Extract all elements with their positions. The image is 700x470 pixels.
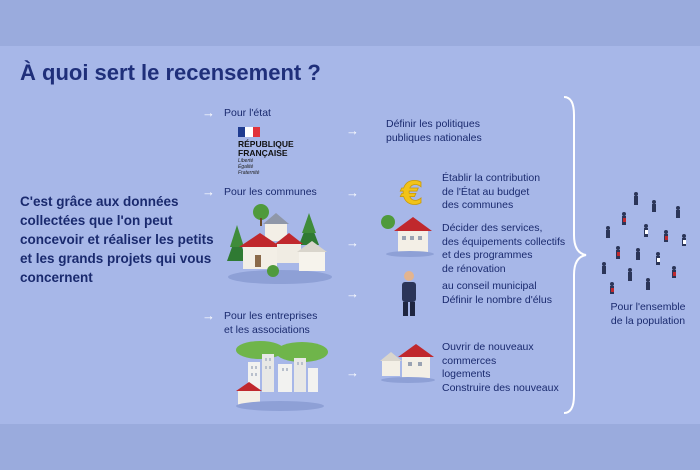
village-icon [225,203,335,285]
audience-entreprises: Pour les entreprises et les associations [224,310,318,336]
arrow-icon: → [346,185,359,200]
arrow-icon: → [346,286,359,301]
purpose-politiques: Définir les politiques publiques nationales [386,118,482,144]
bottom-band [0,424,700,470]
arrow-icon: → [202,308,215,323]
crowd-icon [596,188,692,296]
intro-text: C'est grâce aux données collectées que l'on peut concevoir et réaliser les petits et les grands projets qui vous concernent [20,194,214,285]
purpose-ouvrir: Ouvrir de nouveaux commerces logements Construire des nouveaux [442,341,559,394]
purpose-elus: au conseil municipal Définir le nombre d'élus [442,280,552,306]
republique-francaise-logo [238,127,308,176]
person-icon [398,270,420,318]
audience-communes: Pour les communes [224,186,317,198]
city-icon [230,340,330,412]
arrow-icon: → [202,184,215,199]
brace-icon [560,95,590,415]
svg-text:€: € [400,175,424,209]
logo-motto: Liberté Égalité Fraternité [238,158,260,176]
arrow-icon: → [346,235,359,250]
euro-icon [392,175,432,209]
purpose-services: Décider des services, des équipements collectifs et des programmes de rénovation [442,222,566,275]
population-label: Pour l'ensemble de la population [610,301,686,327]
arrow-icon: → [346,365,359,380]
purpose-contribution: Établir la contribution de l'État au budget des communes [442,172,541,211]
arrow-icon: → [346,123,359,138]
top-band [0,0,700,46]
house-icon [380,212,434,258]
logo-name: RÉPUBLIQUE FRANÇAISE [238,139,294,158]
audience-etat: Pour l'état [224,107,271,119]
page-title: À quoi sert le recensement ? [20,60,321,85]
house-icon [378,342,436,384]
arrow-icon: → [202,105,215,120]
flag-icon [238,127,260,137]
